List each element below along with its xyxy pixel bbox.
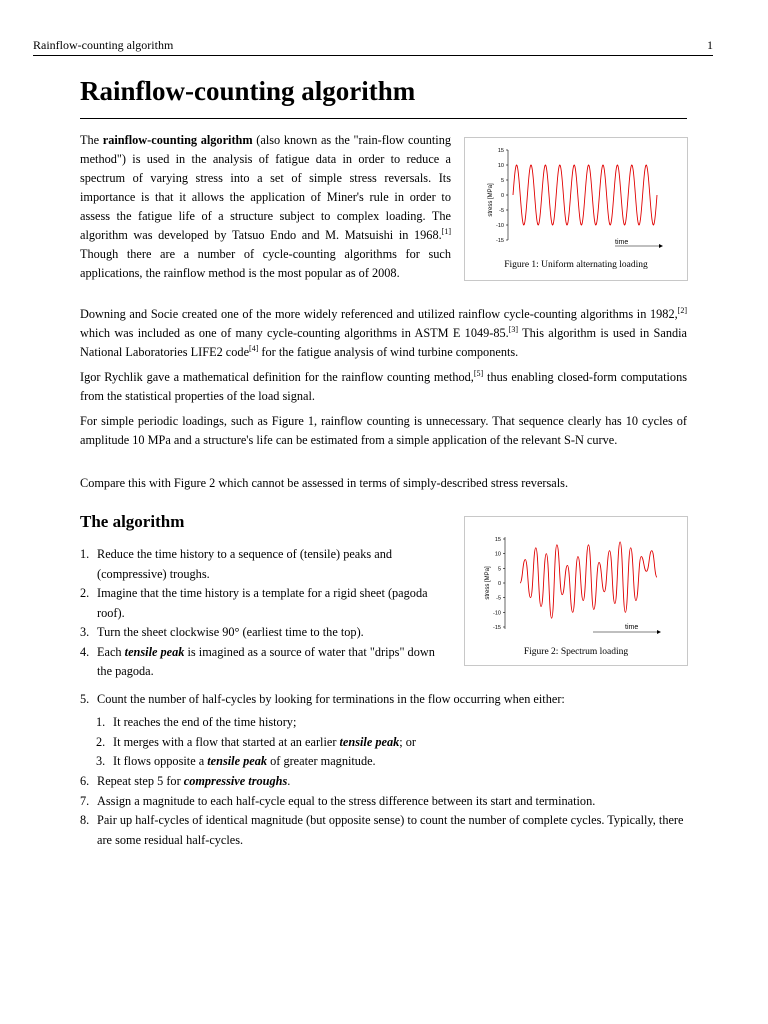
- list-text: Imagine that the time history is a template for a rigid sheet (pagoda roof).: [97, 586, 428, 620]
- list-text: Pair up half-cycles of identical magnitude (but opposite sense) to count the number of complete cycles. Typically, there are some residual half-cycles.: [97, 813, 684, 847]
- figure-2-xlabel: time: [625, 624, 639, 631]
- figure-1-xlabel: time: [615, 239, 629, 246]
- para2-text-2: thus enabling closed-form computations from the statistical properties of the load signal.: [80, 370, 687, 403]
- list-number: 1.: [80, 547, 90, 561]
- figure-2-caption: Figure 2: Spectrum loading: [523, 647, 629, 657]
- intro-text-2: (also known as the "rain-flow counting method") is used in the analysis of fatigue data in order to reduce a spectrum of varying stress into a set of simple stress reversals. Its importance is that it allows the application of Miner's rule in order to assess the fatigue life of a structure subject to complex loading. The algorithm was developed by Tatsuo Endo and M. Matsuishi in 1968.: [80, 133, 451, 242]
- y-tick-label: -5: [496, 595, 501, 602]
- algorithm-steps-1-4: [80, 545, 450, 682]
- y-tick-label: -15: [496, 238, 504, 244]
- list-text: of greater magnitude.: [267, 754, 376, 768]
- figure-1-arrow-head: [659, 244, 663, 248]
- figure-2-ylabel: stress [MPa]: [485, 566, 491, 600]
- reference-link-3[interactable]: [3]: [508, 324, 519, 334]
- algorithm-steps-6-8: [80, 772, 687, 850]
- list-text: Repeat step 5 for: [97, 774, 184, 788]
- y-tick-label: 0: [497, 581, 501, 587]
- figure-1-caption: Figure 1: Uniform alternating loading: [504, 260, 648, 270]
- page-title: Rainflow-counting algorithm: [80, 76, 416, 106]
- algorithm-sub-steps: [96, 713, 656, 772]
- list-number: 8.: [80, 813, 90, 827]
- para1-text-4: for the fatigue analysis of wind turbine components.: [258, 345, 519, 359]
- list-item: [80, 811, 687, 850]
- figure-1-series-line: [513, 165, 657, 225]
- list-emphasis: compressive troughs: [183, 774, 288, 788]
- para1-text-2: which was included as one of many cycle-counting algorithms in ASTM E 1049-85.: [80, 326, 509, 340]
- list-text: Reduce the time history to a sequence of (tensile) peaks and (compressive) troughs.: [97, 547, 393, 581]
- reference-link-4[interactable]: [4]: [249, 343, 259, 353]
- list-item: [80, 690, 687, 710]
- paragraph-periodic-loadings: For simple periodic loadings, such as Figure 1, rainflow counting is unnecessary. That sequence clearly has 10 cycles of amplitude 10 MPa and a structure's life can be estimated from a simple application of the relevant S-N curve.: [80, 414, 687, 447]
- list-number: 3.: [80, 625, 90, 639]
- list-item: [80, 792, 687, 812]
- para1-text-3: This algorithm is used in Sandia National Laboratories LIFE2 code: [80, 326, 687, 359]
- y-tick-label: 15: [497, 148, 504, 154]
- list-item: [96, 733, 656, 753]
- y-tick-label: 10: [497, 163, 504, 169]
- header-divider: [33, 55, 713, 56]
- list-text: ; or: [399, 734, 417, 749]
- paragraph-rychlik: [80, 368, 687, 406]
- list-text: Count the number of half-cycles by looking for terminations in the flow occurring when either:: [97, 692, 565, 706]
- y-tick-label: 10: [494, 551, 501, 558]
- intro-paragraph: [80, 131, 451, 283]
- y-tick-label: -5: [499, 208, 504, 214]
- list-number: 6.: [80, 774, 90, 788]
- paragraph-downing-socie: [80, 305, 687, 362]
- list-item: [80, 643, 450, 682]
- list-item: [80, 772, 687, 792]
- paragraph-compare: Compare this with Figure 2 which cannot be assessed in terms of simply-described stress reversals.: [80, 476, 569, 490]
- figure-1: [464, 137, 688, 281]
- intro-bold-term: rainflow-counting algorithm: [102, 133, 253, 147]
- reference-link-1[interactable]: [1]: [441, 226, 451, 236]
- list-text: is imagined as a source of water that "drips" down the pagoda.: [97, 644, 435, 678]
- y-tick-label: 5: [500, 178, 504, 184]
- title-divider: [80, 118, 687, 119]
- list-emphasis: tensile peak: [207, 754, 268, 768]
- list-emphasis: tensile peak: [124, 644, 185, 659]
- y-tick-label: 15: [494, 537, 501, 543]
- para1-text-1: Downing and Socie created one of the more widely referenced and utilized rainflow cycle-counting algorithms in 1982,: [80, 307, 678, 321]
- figure-2-chart: [465, 517, 687, 641]
- list-text: It merges with a flow that started at an earlier: [113, 734, 340, 749]
- y-tick-label: -15: [493, 625, 501, 631]
- y-tick-label: 0: [500, 193, 504, 199]
- list-number: 2.: [96, 734, 106, 749]
- intro-text-1: The: [80, 133, 103, 147]
- figure-2-series-line: [520, 542, 657, 618]
- figure-1-chart: [465, 138, 687, 256]
- list-item: [96, 752, 656, 772]
- algorithm-step-5: [80, 690, 687, 710]
- list-number: 3.: [96, 754, 106, 768]
- list-emphasis: tensile peak: [339, 734, 400, 749]
- intro-text-3: Though there are a number of cycle-counting algorithms for such applications, the rainflow method is the most popular as of 2008.: [80, 247, 451, 280]
- list-text: Assign a magnitude to each half-cycle equal to the stress difference between its start and termination.: [97, 793, 596, 808]
- list-number: 1.: [96, 715, 106, 729]
- list-text: It flows opposite a: [113, 754, 208, 768]
- figure-2-arrow-head: [657, 630, 661, 634]
- reference-link-2[interactable]: [2]: [677, 305, 687, 315]
- list-item: [80, 623, 450, 643]
- list-text: Each: [97, 644, 125, 659]
- list-item: [96, 713, 656, 733]
- list-number: 4.: [80, 644, 90, 659]
- running-header: [33, 38, 713, 53]
- list-text: It reaches the end of the time history;: [113, 715, 297, 729]
- page-number: 1: [707, 38, 713, 52]
- y-tick-label: -10: [493, 610, 501, 617]
- list-number: 2.: [80, 586, 90, 600]
- para2-text-1: Igor Rychlik gave a mathematical definition for the rainflow counting method,: [80, 370, 474, 384]
- list-number: 5.: [80, 692, 90, 706]
- y-tick-label: 5: [497, 566, 501, 573]
- section-heading-algorithm: The algorithm: [80, 512, 185, 531]
- running-header-title: Rainflow-counting algorithm: [33, 38, 174, 52]
- list-text: Turn the sheet clockwise 90° (earliest time to the top).: [97, 625, 364, 639]
- figure-2: [464, 516, 688, 666]
- reference-link-5[interactable]: [5]: [473, 368, 484, 378]
- figure-1-ylabel: stress [MPa]: [488, 183, 494, 217]
- list-number: 7.: [80, 793, 90, 808]
- list-text: .: [287, 774, 291, 788]
- list-item: [80, 545, 450, 584]
- y-tick-label: -10: [496, 223, 504, 229]
- list-item: [80, 584, 450, 623]
